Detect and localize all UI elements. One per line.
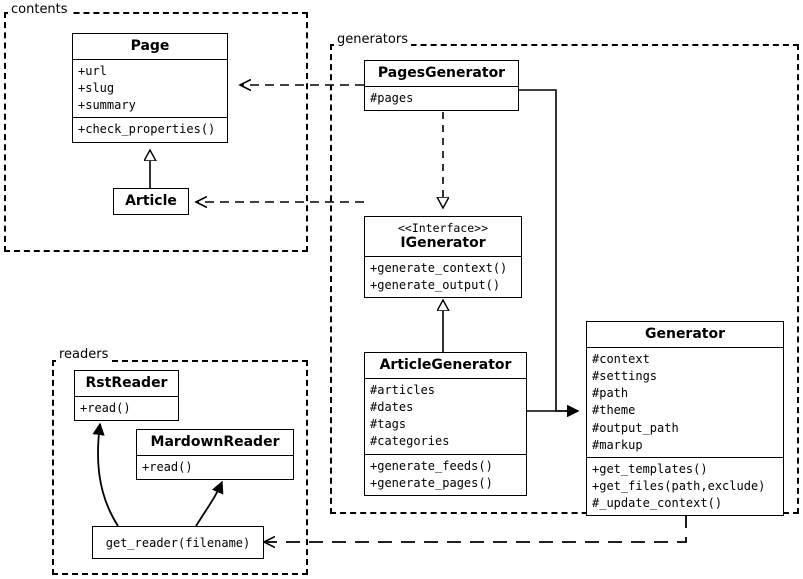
attribute-row: #output_path <box>592 420 679 435</box>
method-row: +read() <box>142 460 193 475</box>
class-page-title: Page <box>130 38 170 54</box>
attribute-row: #path <box>592 386 629 401</box>
package-readers-label: readers <box>56 347 111 362</box>
method-row: +get_files(path,exclude) <box>592 478 766 493</box>
method-row: +generate_context() <box>370 261 508 276</box>
class-rstreader[interactable] <box>74 370 179 421</box>
attribute-row: #theme <box>592 403 636 418</box>
class-generator-attributes <box>587 347 783 456</box>
method-row: #_update_context() <box>592 495 723 510</box>
class-igenerator-stereotype: <<Interface>> <box>397 221 488 235</box>
attribute-row: #markup <box>592 437 643 452</box>
class-page-attributes <box>73 59 227 117</box>
class-article-title: Article <box>125 193 177 209</box>
attribute-row: #dates <box>370 400 414 415</box>
class-generator-methods <box>587 457 783 515</box>
class-articlegenerator-attributes <box>365 378 526 453</box>
attribute-row: +summary <box>78 98 136 113</box>
class-page-methods <box>73 117 227 141</box>
package-generators-label: generators <box>334 32 411 47</box>
class-generator-title: Generator <box>644 326 725 342</box>
function-get-reader-label: get_reader(filename) <box>105 535 251 550</box>
class-pagesgenerator-attributes <box>365 86 518 110</box>
class-mardownreader-methods <box>137 455 293 479</box>
package-contents-label: contents <box>8 2 71 17</box>
attribute-row: #context <box>592 352 650 367</box>
class-article[interactable] <box>113 188 189 215</box>
method-row: +check_properties() <box>78 122 216 137</box>
method-row: +generate_feeds() <box>370 458 493 473</box>
attribute-row: #pages <box>370 91 414 106</box>
attribute-row: #categories <box>370 434 450 449</box>
class-pagesgenerator[interactable] <box>364 60 519 111</box>
class-rstreader-methods <box>75 396 178 420</box>
class-articlegenerator-methods <box>365 454 526 495</box>
function-get-reader[interactable] <box>92 526 264 559</box>
class-igenerator-methods <box>365 256 521 297</box>
method-row: +get_templates() <box>592 461 708 476</box>
class-page[interactable] <box>72 33 228 143</box>
attribute-row: #articles <box>370 383 436 398</box>
class-igenerator[interactable] <box>364 216 522 298</box>
attribute-row: #tags <box>370 417 407 432</box>
class-igenerator-title: IGenerator <box>400 235 486 251</box>
class-mardownreader[interactable] <box>136 429 294 480</box>
class-generator[interactable] <box>586 321 784 516</box>
method-row: +generate_output() <box>370 278 501 293</box>
attribute-row: #settings <box>592 369 658 384</box>
method-row: +generate_pages() <box>370 475 493 490</box>
class-mardownreader-title: MardownReader <box>150 434 280 450</box>
attribute-row: +url <box>78 64 107 79</box>
class-articlegenerator-title: ArticleGenerator <box>379 357 512 373</box>
attribute-row: +slug <box>78 81 115 96</box>
class-articlegenerator[interactable] <box>364 352 527 496</box>
class-pagesgenerator-title: PagesGenerator <box>377 65 506 81</box>
class-rstreader-title: RstReader <box>85 375 168 391</box>
method-row: +read() <box>80 401 131 416</box>
